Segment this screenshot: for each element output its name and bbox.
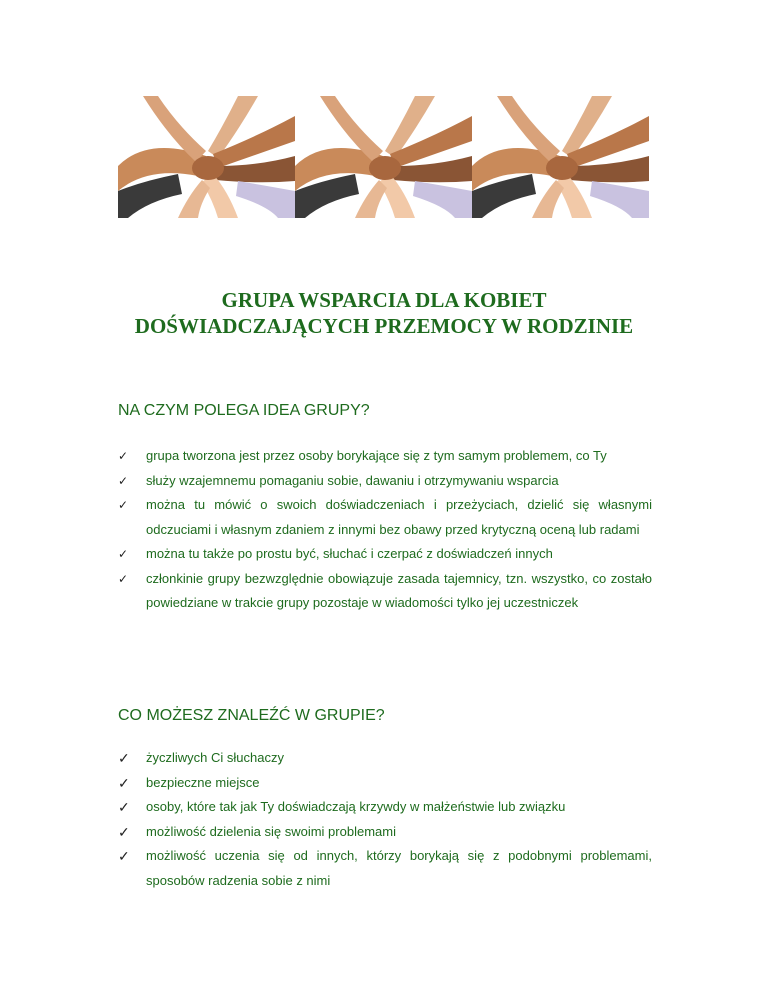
list-item-text: możliwość uczenia się od innych, którzy borykają się z podobnymi problemami, sposobów radzenia sobie z nimi	[146, 848, 652, 888]
check-icon: ✓	[118, 799, 130, 815]
list-item-text: można tu także po prostu być, słuchać i czerpać z doświadczeń innych	[146, 546, 553, 561]
check-icon: ✓	[118, 848, 130, 864]
header-photos	[118, 96, 649, 218]
list-item-text: możliwość dzielenia się swoimi problemami	[146, 823, 396, 839]
list-item	[118, 444, 652, 469]
check-icon: ✓	[118, 473, 129, 488]
list-item-text: członkinie grupy bezwzględnie obowiązuje zasada tajemnicy, tzn. wszystko, co zostało powiedziane w trakcie grupy pozostaje w wiadomości tylko jej uczestniczek	[146, 570, 652, 610]
check-icon: ✓	[118, 774, 130, 791]
list-item	[118, 542, 652, 567]
check-icon: ✓	[118, 823, 130, 840]
list-item	[118, 795, 652, 820]
list-item	[118, 820, 652, 845]
joined-hands-icon	[295, 96, 472, 218]
check-icon: ✓	[118, 571, 129, 586]
list-item-text: grupa tworzona jest przez osoby borykające się z tym samym problemem, co Ty	[146, 448, 607, 463]
joined-hands-icon	[472, 96, 649, 218]
list-item	[118, 746, 652, 771]
page-title-line-1: GRUPA WSPARCIA DLA KOBIET	[221, 288, 547, 312]
joined-hands-photo	[118, 96, 295, 218]
list-item-text: osoby, które tak jak Ty doświadczają krzywdy w małżeństwie lub związku	[146, 799, 566, 814]
section-1-list	[118, 444, 652, 616]
joined-hands-photo	[295, 96, 472, 218]
section-2-heading: CO MOŻESZ ZNALEŹĆ W GRUPIE?	[118, 707, 385, 724]
section-2-list	[118, 746, 652, 893]
joined-hands-icon	[118, 96, 295, 218]
joined-hands-photo	[472, 96, 649, 218]
list-item	[118, 469, 652, 494]
list-item	[118, 844, 652, 893]
list-item	[118, 567, 652, 616]
list-item	[118, 771, 652, 796]
check-icon: ✓	[118, 750, 130, 766]
page-title-line-2: DOŚWIADCZAJĄCYCH PRZEMOCY W RODZINIE	[134, 314, 634, 338]
list-item-text: życzliwych Ci słuchaczy	[146, 750, 284, 765]
list-item-text: można tu mówić o swoich doświadczeniach i przeżyciach, dzielić się własnymi odczuciami i własnym zdaniem z innymi bez obawy przed krytyczną oceną lub radami	[146, 497, 652, 537]
list-item-text: bezpieczne miejsce	[146, 774, 260, 790]
list-item	[118, 493, 652, 542]
page-title	[0, 287, 768, 339]
check-icon: ✓	[118, 547, 129, 561]
list-item-text: służy wzajemnemu pomaganiu sobie, dawaniu i otrzymywaniu wsparcia	[146, 472, 559, 488]
section-1-heading: NA CZYM POLEGA IDEA GRUPY?	[118, 402, 370, 419]
check-icon: ✓	[118, 498, 129, 512]
check-icon: ✓	[118, 449, 129, 463]
